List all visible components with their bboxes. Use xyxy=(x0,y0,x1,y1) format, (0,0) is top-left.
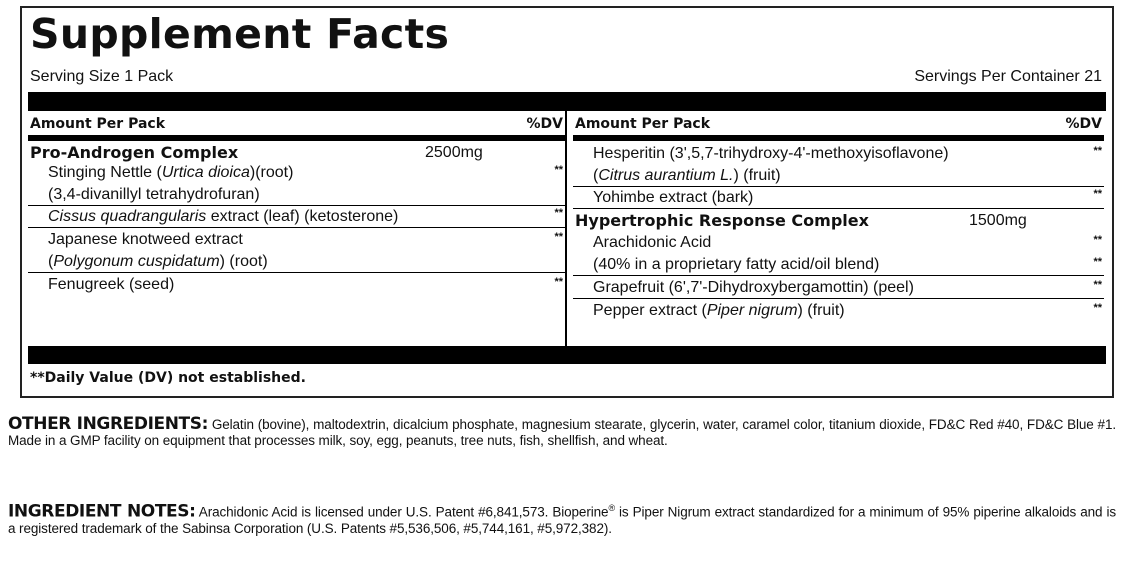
right-header xyxy=(573,111,1104,135)
ingredient-text: Fenugreek (seed) xyxy=(48,276,175,293)
ingredient-row xyxy=(28,206,565,228)
ingredient-row xyxy=(28,163,565,183)
ingredient-text: (3,4-divanillyl tetrahydrofuran) xyxy=(48,186,260,203)
column-divider xyxy=(565,111,567,346)
dv-marker: ** xyxy=(554,231,563,243)
dv-marker: ** xyxy=(554,164,563,176)
ingredient-text: Hesperitin (3',5,7-trihydroxy-4'-methoxyisoflavone) xyxy=(593,145,949,162)
ingredient-latin-name: Citrus aurantium L. xyxy=(598,167,734,184)
ingredient-text: Yohimbe extract (bark) xyxy=(593,189,754,206)
ingredient-row xyxy=(573,231,1104,253)
servings-per-container: Servings Per Container 21 xyxy=(914,68,1102,85)
ingredient-text: Grapefruit (6',7'-Dihydroxybergamottin) (peel) xyxy=(593,279,914,296)
bottom-thick-rule xyxy=(28,346,1106,364)
supplement-facts-panel xyxy=(20,6,1114,398)
dv-marker: ** xyxy=(554,207,563,219)
ingredient-text: ) (fruit) xyxy=(733,167,781,184)
ingredient-text: (40% in a proprietary fatty acid/oil blend) xyxy=(593,256,880,273)
ingredient-latin-name: Piper nigrum xyxy=(706,302,798,319)
panel-title: Supplement Facts xyxy=(30,10,450,58)
right-header-dv: %DV xyxy=(1065,116,1102,132)
ingredient-text: Arachidonic Acid xyxy=(593,234,712,251)
left-header-rule xyxy=(28,135,565,141)
registered-mark: ® xyxy=(608,503,616,513)
ingredient-row-continued xyxy=(573,253,1104,276)
ingredient-row-continued xyxy=(28,250,565,273)
ingredient-text: ( xyxy=(48,253,54,270)
ingredient-text: )(root) xyxy=(249,164,294,181)
ingredient-text: Pepper extract ( xyxy=(593,302,707,319)
dv-marker: ** xyxy=(1093,234,1102,246)
left-header-amount: Amount Per Pack xyxy=(30,116,166,132)
group-amount: 2500mg xyxy=(425,144,483,161)
ingredient-row xyxy=(573,144,1104,164)
ingredient-text: ) (root) xyxy=(219,253,268,270)
ingredient-row-continued xyxy=(28,183,565,206)
ingredient-notes-text: Arachidonic Acid is licensed under U.S. Patent #6,841,573. Bioperine xyxy=(195,504,609,520)
right-column xyxy=(573,111,1104,321)
left-header-dv: %DV xyxy=(526,116,563,132)
ingredient-row xyxy=(28,228,565,250)
other-ingredients-text: Gelatin (bovine), maltodextrin, dicalcium phosphate, magnesium stearate, glycerin, water, caramel color, titanium dioxide, FD&C Red #40, FD&C Blue #1. Made in a GMP facility on equipment that processes milk, soy, egg, peanuts, tree nuts, fish, shellfish, and wheat. xyxy=(8,417,1117,448)
ingredient-text: extract (leaf) (ketosterone) xyxy=(206,208,399,225)
ingredient-row-continued xyxy=(573,164,1104,187)
left-header xyxy=(28,111,565,135)
right-header-rule xyxy=(573,135,1104,141)
ingredient-latin-name: Urtica dioica xyxy=(161,164,250,181)
ingredient-text: Stinging Nettle ( xyxy=(48,164,162,181)
ingredient-notes-text: is Piper Nigrum extract standardized for a minimum of 95% piperine alkaloids and is a registered trademark of the Sabinsa Corporation (U.S. Patents #5,536,506, #5,744,161, #5,972,382). xyxy=(8,504,1117,536)
other-ingredients-label: OTHER INGREDIENTS: xyxy=(8,414,208,434)
dv-footnote: **Daily Value (DV) not established. xyxy=(30,370,306,386)
top-thick-rule xyxy=(28,92,1106,111)
ingredient-latin-name: Polygonum cuspidatum xyxy=(53,253,220,270)
ingredient-row xyxy=(573,299,1104,321)
right-header-amount: Amount Per Pack xyxy=(575,116,711,132)
group-name: Pro-Androgen Complex xyxy=(30,143,239,162)
other-ingredients xyxy=(8,416,1116,449)
group-hypertrophic-response xyxy=(573,209,1104,231)
ingredient-notes xyxy=(8,500,1116,537)
dv-marker: ** xyxy=(1093,188,1102,200)
dv-marker: ** xyxy=(1093,279,1102,291)
ingredient-row xyxy=(28,273,565,295)
serving-size: Serving Size 1 Pack xyxy=(30,68,174,85)
dv-marker: ** xyxy=(1093,256,1102,268)
dv-marker: ** xyxy=(1093,145,1102,157)
ingredient-text: ( xyxy=(593,167,599,184)
group-pro-androgen xyxy=(28,143,565,163)
ingredient-notes-label: INGREDIENT NOTES: xyxy=(8,501,196,522)
ingredient-row xyxy=(573,187,1104,209)
ingredient-text: Japanese knotweed extract xyxy=(48,231,243,248)
ingredient-text: ) (fruit) xyxy=(797,302,845,319)
group-amount: 1500mg xyxy=(969,212,1027,229)
ingredient-latin-name: Cissus quadrangularis xyxy=(48,208,207,225)
left-column xyxy=(28,111,565,295)
group-name: Hypertrophic Response Complex xyxy=(575,211,869,230)
dv-marker: ** xyxy=(554,276,563,288)
ingredient-row xyxy=(573,276,1104,299)
dv-marker: ** xyxy=(1093,302,1102,314)
